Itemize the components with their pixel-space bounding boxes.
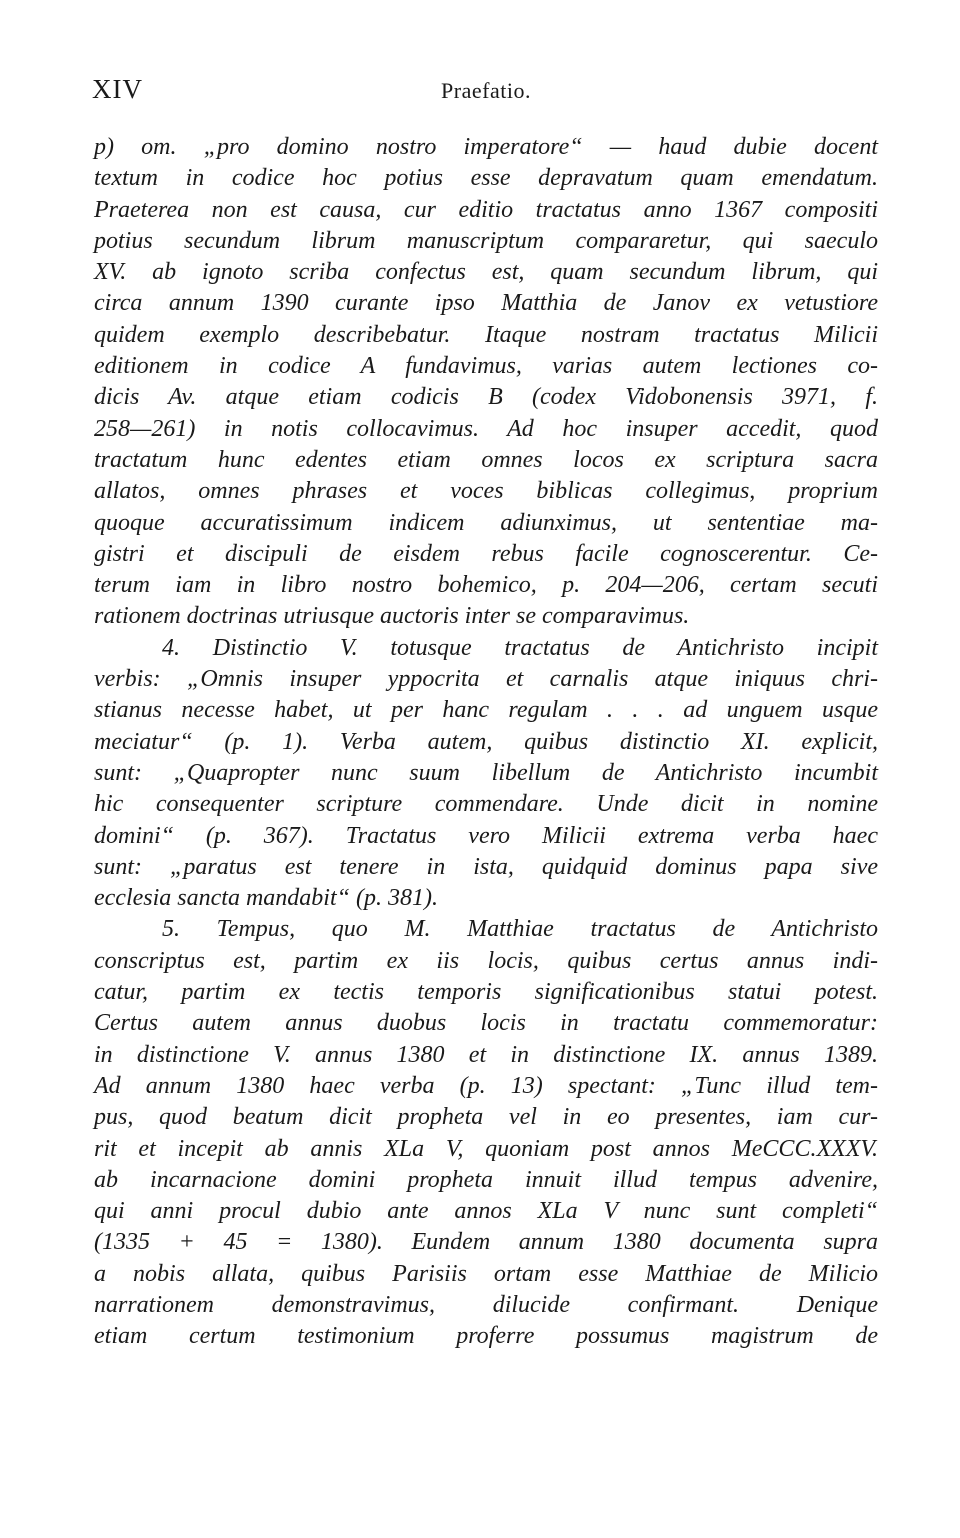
- text-line: verbis: „Omnis insuper yppocrita et carnalis atque iniquus chri-: [94, 666, 878, 693]
- text-line: terum iam in libro nostro bohemico, p. 204—206, certam secuti: [94, 572, 878, 599]
- text-line: textum in codice hoc potius esse depravatum quam emendatum.: [94, 165, 878, 192]
- text-line: potius secundum librum manuscriptum compararetur, qui saeculo: [94, 227, 878, 254]
- text-line: allatos, omnes phrases et voces biblicas collegimus, proprium: [94, 478, 878, 505]
- body-text: [94, 132, 878, 1353]
- text-line: a nobis allata, quibus Parisiis ortam esse Matthiae de Milicio: [94, 1260, 878, 1287]
- text-line: Ad annum 1380 haec verba (p. 13) spectant: „Tunc illud tem-: [94, 1072, 878, 1099]
- text-line: catur, partim ex tectis temporis significationibus statui potest.: [94, 979, 878, 1006]
- text-line: pus, quod beatum dicit propheta vel in eo presentes, iam cur-: [94, 1104, 878, 1131]
- text-line: rationem doctrinas utriusque auctoris inter se comparavimus.: [94, 603, 690, 630]
- text-line: qui anni procul dubio ante annos XLa V nunc sunt completi“: [94, 1198, 878, 1225]
- text-line: in distinctione V. annus 1380 et in distinctione IX. annus 1389.: [94, 1041, 878, 1068]
- text-line: dicis Av. atque etiam codicis B (codex Vidobonensis 3971, f.: [94, 384, 878, 411]
- text-line: quidem exemplo describebatur. Itaque nostram tractatus Milicii: [94, 321, 878, 348]
- text-line: 4. Distinctio V. totusque tractatus de Antichristo incipit: [162, 634, 878, 661]
- text-line: sunt: „Quapropter nunc suum libellum de Antichristo incumbit: [94, 759, 878, 786]
- text-line: narrationem demonstravimus, dilucide confirmant. Denique: [94, 1291, 878, 1318]
- text-line: ab incarnacione domini propheta innuit illud tempus advenire,: [94, 1166, 878, 1193]
- text-line: sunt: „paratus est tenere in ista, quidquid dominus papa sive: [94, 853, 878, 880]
- text-line: editionem in codice A fundavimus, varias autem lectiones co-: [94, 353, 878, 380]
- text-line: p) om. „pro domino nostro imperatore“ — haud dubie docent: [94, 134, 878, 160]
- text-line: gistri et discipuli de eisdem rebus facile cognoscerentur. Ce-: [94, 540, 878, 567]
- text-line: (1335 + 45 = 1380). Eundem annum 1380 documenta supra: [94, 1229, 878, 1256]
- page-number: XIV: [92, 74, 143, 104]
- text-line: domini“ (p. 367). Tractatus vero Milicii extrema verba haec: [94, 822, 878, 849]
- text-line: Praeterea non est causa, cur editio tractatus anno 1367 compositi: [94, 196, 878, 223]
- running-title: Praefatio.: [441, 78, 531, 103]
- running-head: [92, 74, 880, 114]
- text-line: 5. Tempus, quo M. Matthiae tractatus de Antichristo: [162, 916, 878, 943]
- text-line: 258—261) in notis collocavimus. Ad hoc insuper accedit, quod: [94, 415, 878, 442]
- text-line: XV. ab ignoto scriba confectus est, quam secundum librum, qui: [94, 259, 878, 286]
- text-line: hic consequenter scripture commendare. Unde dicit in nomine: [94, 791, 878, 818]
- text-line: Certus autem annus duobus locis in tractatu commemoratur:: [94, 1010, 878, 1037]
- text-line: rit et incepit ab annis XLa V, quoniam post annos MeCCC.XXXV.: [94, 1135, 878, 1162]
- text-line: quoque accuratissimum indicem adiunximus, ut sententiae ma-: [94, 509, 878, 536]
- text-line: conscriptus est, partim ex iis locis, quibus certus annus indi-: [94, 947, 878, 974]
- text-line: etiam certum testimonium proferre possumus magistrum de: [94, 1323, 878, 1350]
- text-line: meciatur“ (p. 1). Verba autem, quibus distinctio XI. explicit,: [94, 728, 878, 755]
- text-line: stianus necesse habet, ut per hanc regulam . . . ad unguem usque: [94, 697, 878, 724]
- text-line: circa annum 1390 curante ipso Matthia de Janov ex vetustiore: [94, 290, 878, 317]
- text-line: tractatum hunc edentes etiam omnes locos ex scriptura sacra: [94, 446, 878, 473]
- text-line: ecclesia sancta mandabit“ (p. 381).: [94, 885, 438, 912]
